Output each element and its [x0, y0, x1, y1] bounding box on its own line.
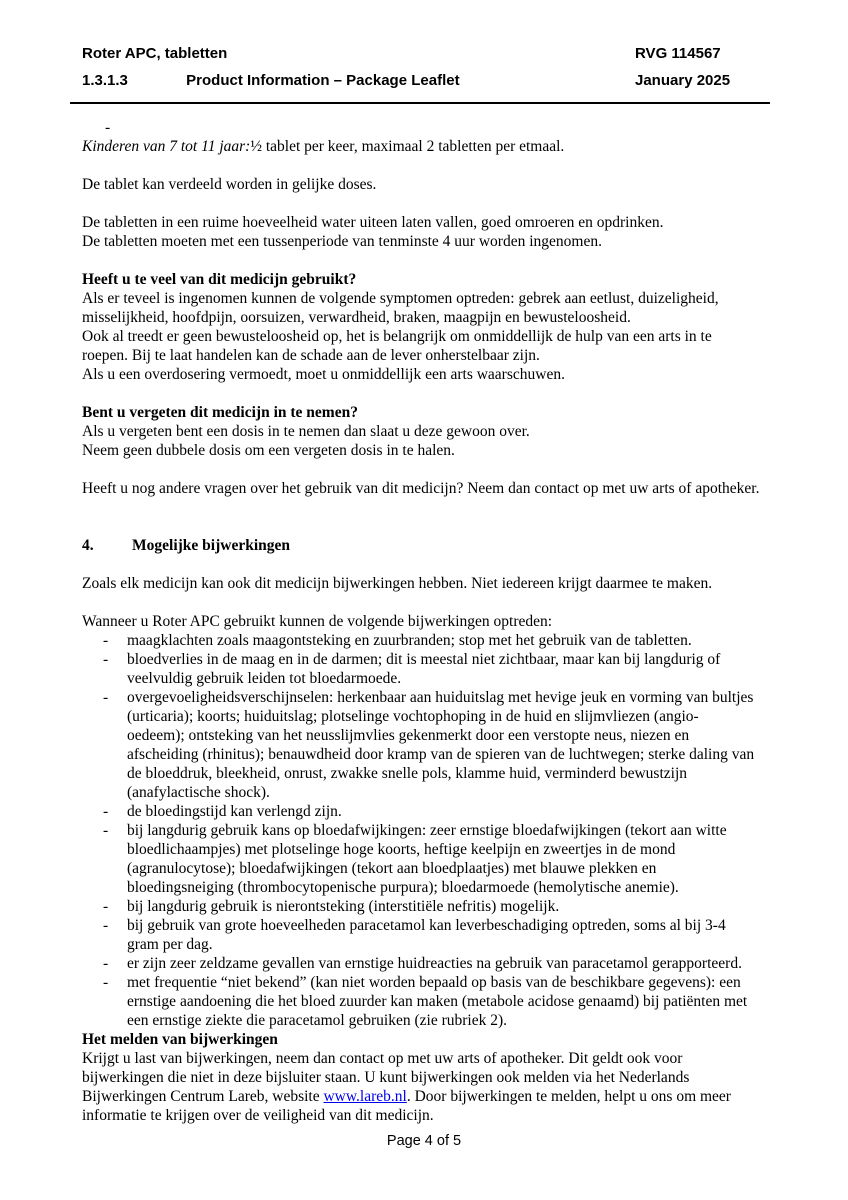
list-item-dash: -: [103, 917, 109, 934]
section-title: Mogelijke bijwerkingen: [132, 537, 290, 554]
paragraph: [82, 213, 772, 251]
text-line: (agranulocytose); bloedafwijkingen (tekort aan bloedplaatjes) met blauwe plekken en: [127, 860, 657, 877]
text-line: bij gebruik van grote hoeveelheden paracetamol kan leverbeschadiging optreden, soms al bij 3-4: [127, 917, 726, 934]
page-header: [82, 0, 772, 104]
blank-line: [82, 517, 772, 536]
text-run: . Door bijwerkingen te melden, helpt u ons om meer: [406, 1088, 731, 1105]
text-line: Krijgt u last van bijwerkingen, neem dan contact op met uw arts of apotheker. Dit geldt ook voor: [82, 1050, 683, 1067]
text-line: er zijn zeer zeldzame gevallen van ernstige huidreacties na gebruik van paracetamol gerapporteerd.: [127, 955, 742, 972]
text-line: bijwerkingen die niet in deze bijsluiter staan. U kunt bijwerkingen ook melden via het Nederlands: [82, 1069, 690, 1086]
text-line: bij langdurig gebruik is nierontsteking (interstitiële nefritis) mogelijk.: [127, 898, 560, 915]
blank-line: [82, 384, 772, 403]
header-rule: [70, 102, 770, 104]
text-line: een ernstige ziekte die paracetamol gebruiken (zie rubriek 2).: [127, 1012, 507, 1029]
text-line: [82, 137, 772, 156]
document-body: [82, 118, 772, 1125]
text-line: Als u een overdosering vermoedt, moet u onmiddellijk een arts waarschuwen.: [82, 366, 565, 383]
text-line: misselijkheid, hoofdpijn, oorsuizen, verwardheid, braken, maagpijn en bewusteloosheid.: [82, 309, 631, 326]
lareb-link[interactable]: www.lareb.nl: [323, 1088, 407, 1105]
blank-line: [82, 593, 772, 612]
text-line: Wanneer u Roter APC gebruikt kunnen de volgende bijwerkingen optreden:: [82, 613, 553, 630]
text-line: De tabletten in een ruime hoeveelheid water uiteen laten vallen, goed omroeren en opdrinken.: [82, 214, 664, 231]
paragraph: [82, 574, 772, 593]
text-line: Neem geen dubbele dosis om een vergeten dosis in te halen.: [82, 442, 455, 459]
text-line: ernstige aandoening die het bloed zuurder kan maken (metabole acidose genaamd) bij patiënten met: [127, 993, 748, 1010]
section-heading: [82, 536, 772, 555]
paragraph: [82, 612, 772, 631]
list-item: [82, 973, 772, 1030]
text-line: overgevoeligheidsverschijnselen: herkenbaar aan huiduitslag met hevige jeuk en vorming van bultjes: [127, 689, 754, 706]
text-line: Ook al treedt er geen bewusteloosheid op, het is belangrijk om onmiddellijk de hulp van een arts in te: [82, 328, 712, 345]
list-item-text: [127, 802, 772, 821]
list-item-dash: -: [103, 898, 109, 915]
rvg-number: RVG 114567: [635, 45, 721, 62]
text-line: met frequentie “niet bekend” (kan niet worden bepaald op basis van de beschikbare gegevens): een: [127, 974, 741, 991]
text-line: De tabletten moeten met een tussenperiode van tenminste 4 uur worden ingenomen.: [82, 233, 602, 250]
text-line: Bent u vergeten dit medicijn in te nemen?: [82, 404, 358, 421]
bold-heading: [82, 270, 772, 289]
doc-date: January 2025: [635, 72, 731, 89]
text-line: bloedlichaampjes) met plotselinge hoge koorts, heftige keelpijn en zweertjes in de mond: [127, 841, 676, 858]
list-item-dash: -: [103, 974, 109, 991]
text-run: ½ tablet per keer, maximaal 2 tabletten per etmaal.: [250, 138, 565, 155]
text-line: Als er teveel is ingenomen kunnen de volgende symptomen optreden: gebrek aan eetlust, duizeligheid,: [82, 290, 719, 307]
text-line: de bloeddruk, bleekheid, onrust, zwakke snelle pols, klamme huid, verminderd bewustzijn: [127, 765, 688, 782]
list-item: [82, 802, 772, 821]
text-line: veelvuldig gebruik leiden tot bloedarmoede.: [127, 670, 402, 687]
text-line: maagklachten zoals maagontsteking en zuurbranden; stop met het gebruik van de tabletten.: [127, 632, 692, 649]
text-line: gram per dag.: [127, 936, 213, 953]
list-item: [82, 897, 772, 916]
list-item: [82, 631, 772, 650]
blank-line: [82, 460, 772, 479]
list-item: [82, 954, 772, 973]
doc-title: Product Information – Package Leaflet: [186, 72, 460, 89]
list-item-dash: -: [103, 822, 109, 839]
blank-line: [82, 555, 772, 574]
paragraph: [82, 479, 772, 498]
text-line: oedeem); ontsteking van het neusslijmvlies gekenmerkt door een verstopte neus, niezen en: [127, 727, 690, 744]
list-item: [82, 821, 772, 897]
bold-heading: [82, 403, 772, 422]
doc-number: 1.3.1.3: [82, 72, 128, 89]
text-line: (anafylactische shock).: [127, 784, 270, 801]
paragraph: [82, 1049, 772, 1125]
text-line: afscheiding (rhinitus); benauwdheid door kramp van de spieren van de luchtwegen; sterke daling van: [127, 746, 755, 763]
list-item-text: [127, 821, 772, 897]
list-item-text: [127, 631, 772, 650]
text-line: bloedingsneiging (thrombocytopenische purpura); bloedarmoede (hemolytische anemie).: [127, 879, 679, 896]
blank-line: [82, 251, 772, 270]
text-run: Bijwerkingen Centrum Lareb, website: [82, 1088, 324, 1105]
list-item: [82, 650, 772, 688]
text-line: Zoals elk medicijn kan ook dit medicijn bijwerkingen hebben. Niet iedereen krijgt daarmee te maken.: [82, 575, 713, 592]
text-line: bloedverlies in de maag en in de darmen; dit is meestal niet zichtbaar, maar kan bij langdurig of: [127, 651, 721, 668]
list-item: [82, 688, 772, 802]
paragraph: [82, 137, 772, 156]
list-item-dash: -: [103, 632, 109, 649]
list-item-dash: -: [103, 955, 109, 972]
product-name: Roter APC, tabletten: [82, 45, 228, 62]
text-line: [82, 1087, 772, 1106]
text-line: Heeft u te veel van dit medicijn gebruikt?: [82, 271, 357, 288]
list-item-dash: -: [103, 803, 109, 820]
list-item-text: [127, 916, 772, 954]
list-item: [82, 916, 772, 954]
list-item-text: [127, 973, 772, 1030]
blank-line: [82, 156, 772, 175]
blank-line: [82, 194, 772, 213]
text-line: (urticaria); koorts; huiduitslag; plotselinge vochtophoping in de huid en slijmvliezen (angio-: [127, 708, 699, 725]
page-footer: [0, 1133, 848, 1149]
header-row-1: [82, 45, 772, 72]
list-item-text: [127, 688, 772, 802]
text-line: De tablet kan verdeeld worden in gelijke doses.: [82, 176, 377, 193]
list-item-text: [127, 954, 772, 973]
text-line: Het melden van bijwerkingen: [82, 1031, 278, 1048]
paragraph: [82, 422, 772, 460]
list-item-dash: -: [103, 651, 109, 668]
text-line: roepen. Bij te laat handelen kan de schade aan de lever onherstelbaar zijn.: [82, 347, 540, 364]
text-line: informatie te krijgen over de veiligheid van dit medicijn.: [82, 1107, 434, 1124]
section-number: 4.: [82, 537, 94, 554]
list-item-text: [127, 650, 772, 688]
header-row-2: [82, 72, 772, 99]
text-line: Als u vergeten bent een dosis in te nemen dan slaat u deze gewoon over.: [82, 423, 530, 440]
text-line: bij langdurig gebruik kans op bloedafwijkingen: zeer ernstige bloedafwijkingen (tekort aan witte: [127, 822, 727, 839]
list-item-text: [127, 897, 772, 916]
blank-line: [82, 498, 772, 517]
italic-text-run: Kinderen van 7 tot 11 jaar:: [82, 138, 251, 155]
paragraph: [82, 289, 772, 384]
stray-list-dash: -: [105, 119, 111, 136]
bold-heading: [82, 1030, 772, 1049]
page-number: Page 4 of 5: [386, 1133, 462, 1149]
text-line: de bloedingstijd kan verlengd zijn.: [127, 803, 342, 820]
list-item-dash: -: [103, 689, 109, 706]
text-line: Heeft u nog andere vragen over het gebruik van dit medicijn? Neem dan contact op met uw arts of apotheker.: [82, 480, 760, 497]
paragraph: [82, 175, 772, 194]
